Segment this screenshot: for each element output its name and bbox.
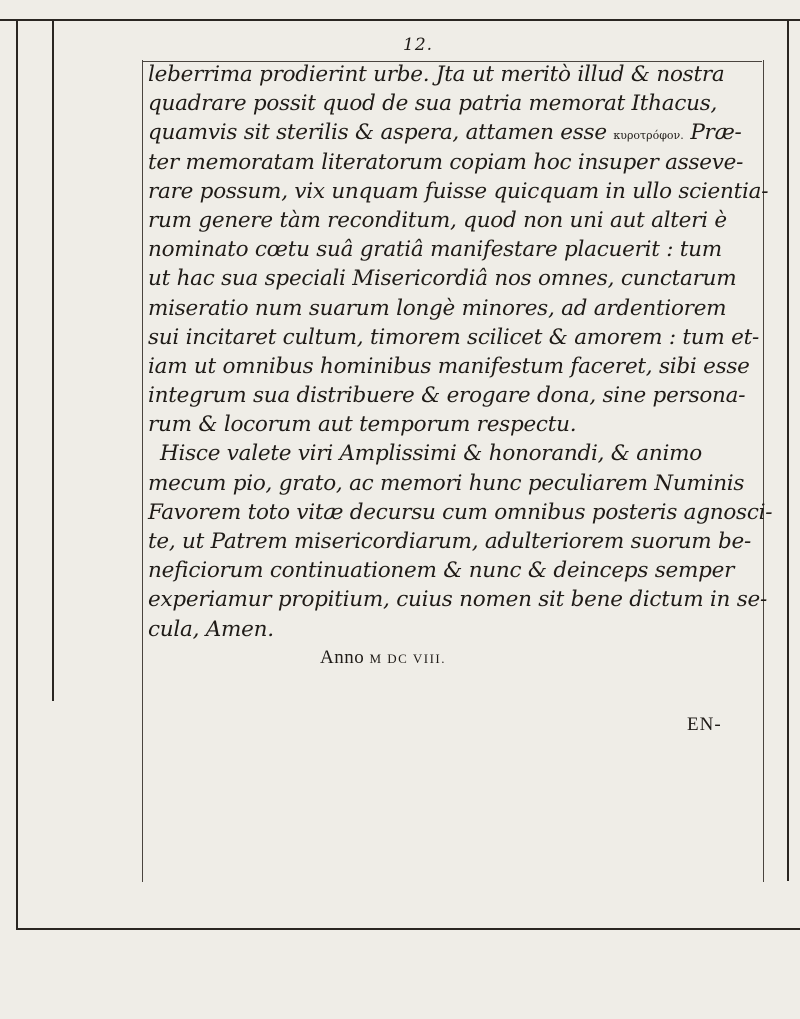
date-prefix: Anno xyxy=(320,647,365,668)
text-line-end: Præ- xyxy=(690,120,742,146)
page-border-left-inner xyxy=(52,21,54,701)
page-border-right xyxy=(787,21,789,881)
text-line: rum genere tàm reconditum, quod non uni aut alteri è xyxy=(148,207,727,233)
text-line: rare possum, vix unquam fuisse quicquam in ullo scientia- xyxy=(148,178,769,204)
text-line: leberrima prodierint urbe. Jta ut meritò illud & nostra xyxy=(148,62,725,87)
page-border-bottom xyxy=(16,928,800,930)
greek-word: κυροτρόφον. xyxy=(613,129,684,143)
text-line: integrum sua distribuere & erogare dona, sine persona- xyxy=(148,383,746,409)
text-line: experiamur propitium, cuius nomen sit bene dictum in se- xyxy=(148,587,768,613)
page-number: 12. xyxy=(403,35,434,55)
body-text xyxy=(148,60,773,644)
text-line: quadrare possit quod de sua patria memorat Ithacus, xyxy=(148,91,718,117)
text-line: rum & locorum aut temporum respectu. xyxy=(148,412,577,438)
page-border-top xyxy=(0,19,800,21)
text-line-main: quamvis sit sterilis & aspera, attamen esse xyxy=(148,120,607,146)
catchword: EN- xyxy=(687,714,722,735)
text-line: ter memoratam literatorum copiam hoc insuper asseve- xyxy=(148,149,744,175)
text-line: nominato cœtu suâ gratiâ manifestare placuerit : tum xyxy=(148,237,722,263)
text-line: miseratio num suarum longè minores, ad ardentiorem xyxy=(148,295,727,321)
text-line: te, ut Patrem misericordiarum, adulteriorem suorum be- xyxy=(148,529,752,554)
date-year: M DC VIII. xyxy=(369,651,446,666)
text-line xyxy=(148,118,760,147)
text-line: ut hac sua speciali Misericordiâ nos omnes, cunctarum xyxy=(148,266,737,292)
text-line: Hisce valete viri Amplissimi & honorandi, & animo xyxy=(160,441,702,467)
page-border-left xyxy=(16,21,18,929)
text-line: neficiorum continuationem & nunc & deinceps semper xyxy=(148,558,735,584)
text-line: mecum pio, grato, ac memori hunc peculiarem Numinis xyxy=(148,470,745,496)
text-line: Favorem toto vitæ decursu cum omnibus posteris agnosci- xyxy=(148,499,773,525)
text-line: iam ut omnibus hominibus manifestum faceret, sibi esse xyxy=(148,353,750,379)
date-line xyxy=(320,647,446,669)
text-line: sui incitaret cultum, timorem scilicet & amorem : tum et- xyxy=(148,324,759,350)
text-line: cula, Amen. xyxy=(148,616,274,642)
